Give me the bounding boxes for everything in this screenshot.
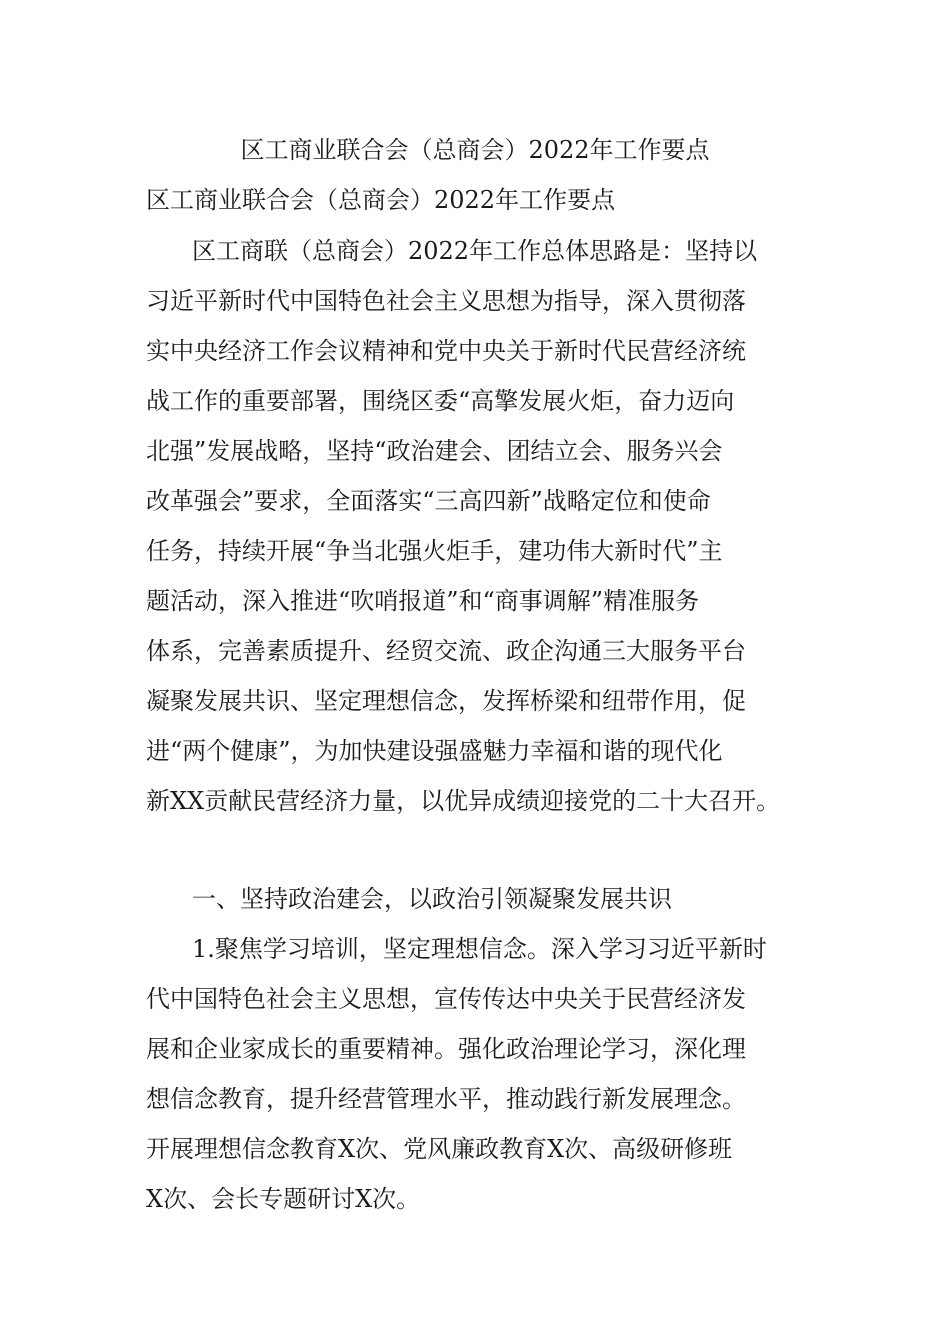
paragraph-line: 展和企业家成长的重要精神。强化政治理论学习，深化理: [146, 1035, 746, 1063]
paragraph-line: X次、会长专题研讨X次。: [146, 1185, 421, 1213]
section-item-paragraph: [146, 924, 826, 1224]
paragraph-line: 体系，完善素质提升、经贸交流、政企沟通三大服务平台: [146, 637, 746, 665]
paragraph-line: 任务，持续开展“争当北强火炬手，建功伟大新时代”主: [146, 537, 723, 565]
document-title-centered: 区工商业联合会（总商会）2022年工作要点: [240, 136, 710, 164]
paragraph-line: 题活动，深入推进“吹哨报道”和“商事调解”精准服务: [146, 587, 700, 615]
paragraph-line: 1.聚焦学习培训，坚定理想信念。深入学习习近平新时: [192, 935, 767, 963]
paragraph-line: 习近平新时代中国特色社会主义思想为指导，深入贯彻落: [146, 287, 746, 315]
paragraph-line: 实中央经济工作会议精神和党中央关于新时代民营经济统: [146, 337, 746, 365]
paragraph-line: 区工商联（总商会）2022年工作总体思路是：坚持以: [192, 237, 758, 265]
section-heading: [146, 874, 826, 924]
paragraph-line: 进“两个健康”，为加快建设强盛魅力幸福和谐的现代化: [146, 737, 723, 765]
section-heading-text: 一、坚持政治建会，以政治引领凝聚发展共识: [192, 885, 672, 913]
paragraph-line: 新XX贡献民营经济力量，以优异成绩迎接党的二十大召开。: [146, 787, 781, 815]
paragraph-line: 改革强会”要求，全面落实“三高四新”战略定位和使命: [146, 487, 711, 515]
paragraph-line: 凝聚发展共识、坚定理想信念，发挥桥梁和纽带作用，促: [146, 687, 746, 715]
paragraph-line: 战工作的重要部署，围绕区委“高擎发展火炬，奋力迈向: [146, 387, 735, 415]
paragraph-line: 代中国特色社会主义思想，宣传传达中央关于民营经济发: [146, 985, 746, 1013]
paragraph-line: 想信念教育，提升经营管理水平，推动践行新发展理念。: [146, 1085, 746, 1113]
paragraph-line: 开展理想信念教育X次、党风廉政教育X次、高级研修班: [146, 1135, 733, 1163]
intro-paragraph: [146, 226, 826, 826]
document-title-left: 区工商业联合会（总商会）2022年工作要点: [146, 186, 616, 214]
paragraph-line: 北强”发展战略，坚持“政治建会、团结立会、服务兴会: [146, 437, 723, 465]
